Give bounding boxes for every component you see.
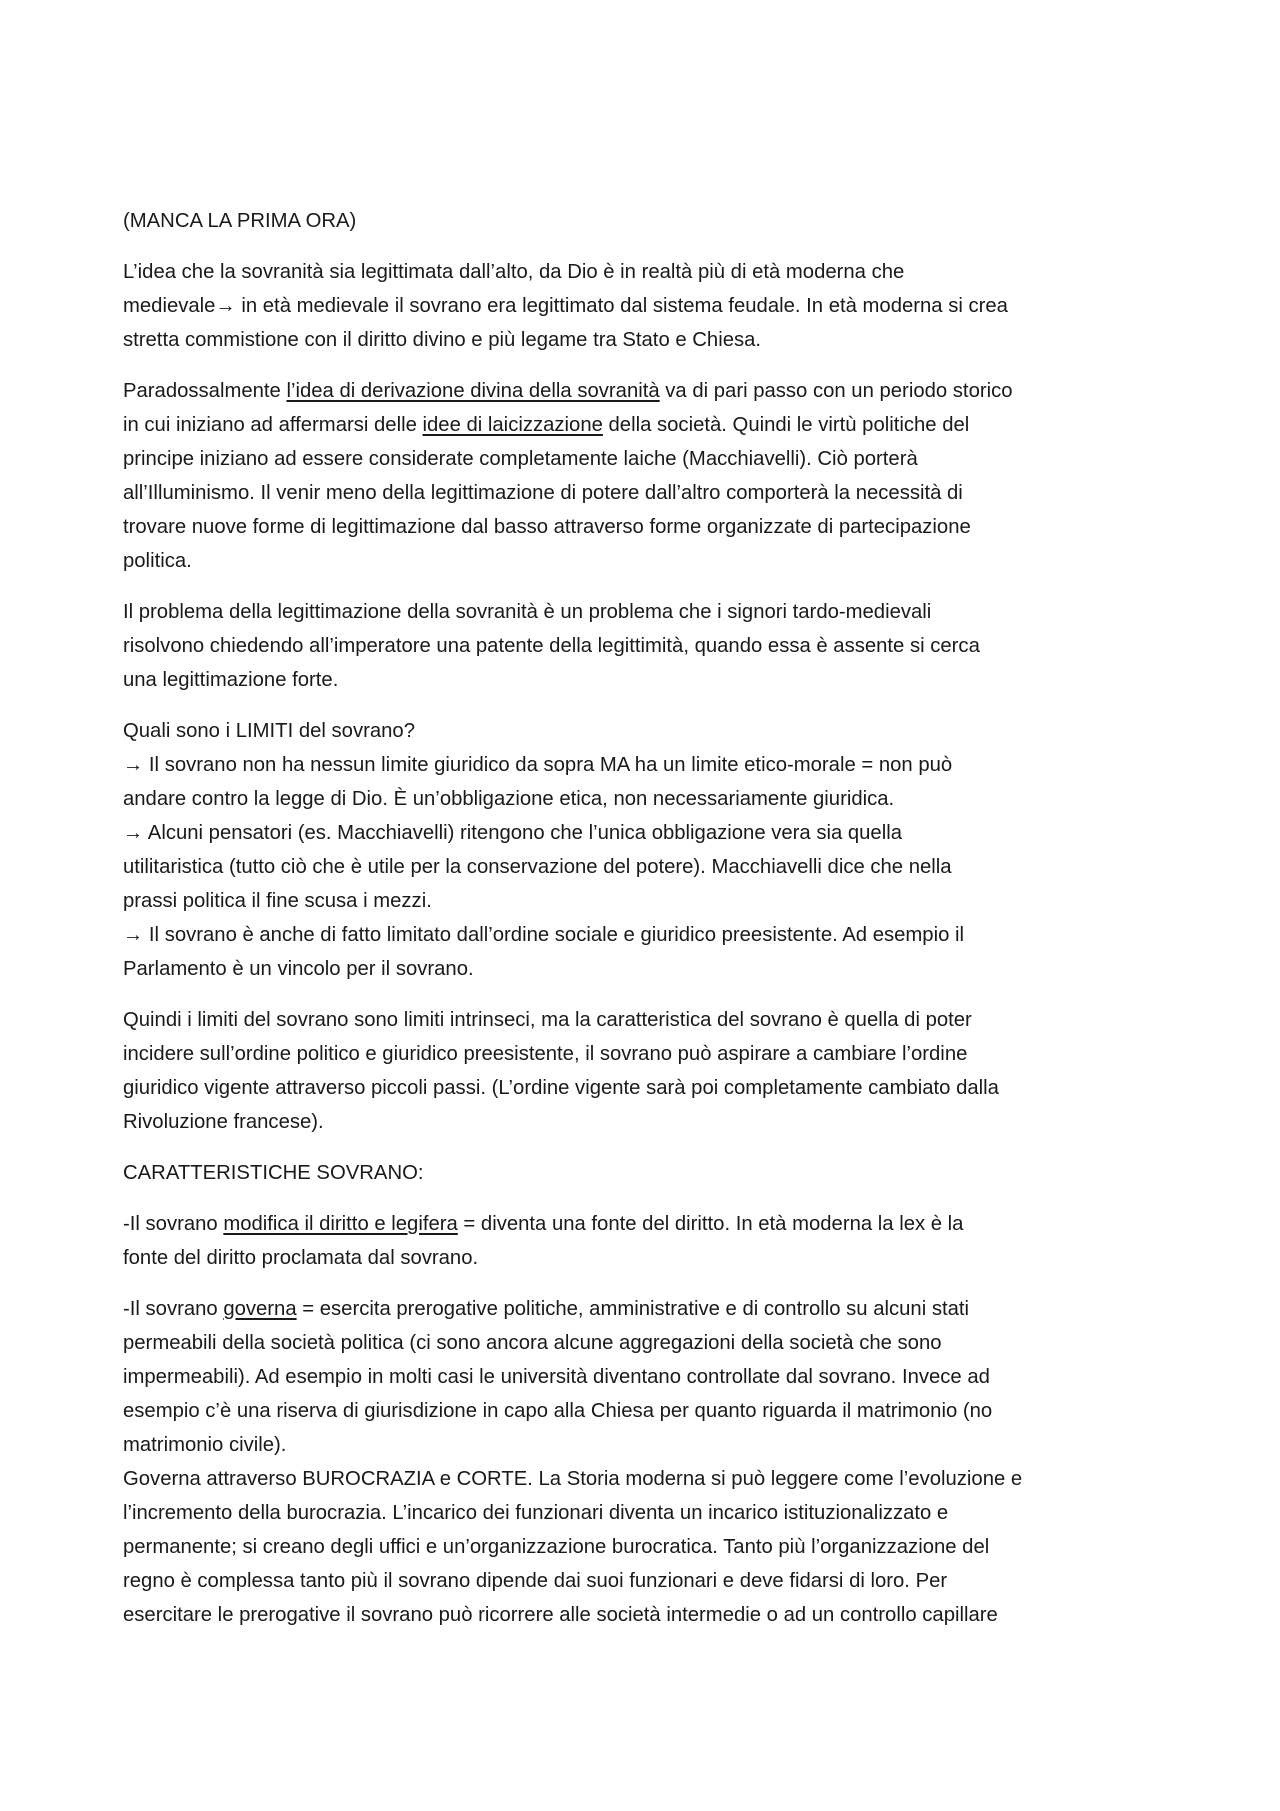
paragraph-line: l’incremento della burocrazia. L’incarico dei funzionari diventa un incarico istituzionalizzato e <box>123 1502 949 1524</box>
paragraph-line: permeabili della società politica (ci sono ancora alcune aggregazioni della società che sono <box>123 1332 942 1354</box>
paragraph-line: stretta commistione con il diritto divino e più legame tra Stato e Chiesa. <box>123 329 762 351</box>
paragraph-line: impermeabili). Ad esempio in molti casi le università diventano controllate dal sovrano. Invece ad <box>123 1366 990 1388</box>
text-segment: in cui iniziano ad affermarsi delle <box>123 414 423 436</box>
paragraph-legitimation-problem <box>123 595 1168 697</box>
paragraph-line: andare contro la legge di Dio. È un’obbligazione etica, non necessariamente giuridica. <box>123 788 895 810</box>
paragraph-divine-legitimacy <box>123 255 1168 357</box>
text-segment: Paradossalmente <box>123 380 287 402</box>
paragraph-line: utilitaristica (tutto ciò che è utile per la conservazione del potere). Macchiavelli dice che nella <box>123 856 952 878</box>
paragraph-sovereign-limits <box>123 714 1168 986</box>
paragraph-line <box>123 408 1168 442</box>
missing-hour-note <box>123 204 1168 238</box>
paragraph-line: incidere sull’ordine politico e giuridico preesistente, il sovrano può aspirare a cambiare l’ordine <box>123 1043 968 1065</box>
paragraph-line: esempio c’è una riserva di giurisdizione in capo alla Chiesa per quanto riguarda il matrimonio (no <box>123 1400 993 1422</box>
paragraph-line: → Il sovrano è anche di fatto limitato dall’ordine sociale e giuridico preesistente. Ad esempio il <box>123 924 964 946</box>
paragraph-line: risolvono chiedendo all’imperatore una patente della legittimità, quando essa è assente si cerca <box>123 635 980 657</box>
paragraph-legislates <box>123 1207 1168 1275</box>
missing-hour-text: (MANCA LA PRIMA ORA) <box>123 210 357 232</box>
paragraph-line: L’idea che la sovranità sia legittimata dall’alto, da Dio è in realtà più di età moderna che <box>123 261 905 283</box>
text-segment: -Il sovrano <box>123 1298 224 1320</box>
paragraph-line: permanente; si creano degli uffici e un’organizzazione burocratica. Tanto più l’organizzazione del <box>123 1536 990 1558</box>
paragraph-laicization <box>123 374 1168 578</box>
paragraph-line: → Il sovrano non ha nessun limite giuridico da sopra MA ha un limite etico-morale = non può <box>123 754 953 776</box>
paragraph-line: una legittimazione forte. <box>123 669 339 691</box>
underlined-phrase-laicization: idee di laicizzazione <box>422 414 603 436</box>
text-segment: = esercita prerogative politiche, amministrative e di controllo su alcuni stati <box>296 1298 970 1320</box>
paragraph-line: Governa attraverso BUROCRAZIA e CORTE. La Storia moderna si può leggere come l’evoluzione e <box>123 1468 1023 1490</box>
document-page <box>123 204 1168 1649</box>
paragraph-line: principe iniziano ad essere considerate completamente laiche (Macchiavelli). Ciò porterà <box>123 448 918 470</box>
section-heading-text: CARATTERISTICHE SOVRANO: <box>123 1162 424 1184</box>
paragraph-line: Parlamento è un vincolo per il sovrano. <box>123 958 474 980</box>
paragraph-line: prassi politica il fine scusa i mezzi. <box>123 890 432 912</box>
underlined-phrase-legislates: modifica il diritto e legifera <box>223 1213 458 1235</box>
paragraph-line: → Alcuni pensatori (es. Macchiavelli) ritengono che l’unica obbligazione vera sia quella <box>123 822 903 844</box>
paragraph-line: Rivoluzione francese). <box>123 1111 324 1133</box>
paragraph-line: giuridico vigente attraverso piccoli passi. (L’ordine vigente sarà poi completamente cambiato dalla <box>123 1077 999 1099</box>
text-segment: va di pari passo con un periodo storico <box>659 380 1013 402</box>
paragraph-intrinsic-limits <box>123 1003 1168 1139</box>
paragraph-line <box>123 1292 1168 1326</box>
paragraph-line: esercitare le prerogative il sovrano può ricorrere alle società intermedie o ad un controllo capillare <box>123 1604 998 1626</box>
paragraph-line: matrimonio civile). <box>123 1434 287 1456</box>
paragraph-line: fonte del diritto proclamata dal sovrano. <box>123 1247 479 1269</box>
paragraph-governs <box>123 1292 1168 1632</box>
text-segment: della società. Quindi le virtù politiche del <box>602 414 970 436</box>
text-segment: = diventa una fonte del diritto. In età moderna la lex è la <box>457 1213 964 1235</box>
paragraph-line: Quindi i limiti del sovrano sono limiti intrinseci, ma la caratteristica del sovrano è quella di poter <box>123 1009 972 1031</box>
paragraph-line: trovare nuove forme di legittimazione dal basso attraverso forme organizzate di partecipazione <box>123 516 971 538</box>
paragraph-line: Il problema della legittimazione della sovranità è un problema che i signori tardo-medievali <box>123 601 932 623</box>
text-segment: -Il sovrano <box>123 1213 224 1235</box>
limits-question: Quali sono i LIMITI del sovrano? <box>123 720 415 742</box>
paragraph-line <box>123 374 1168 408</box>
paragraph-line <box>123 1207 1168 1241</box>
underlined-phrase-divine-derivation: l’idea di derivazione divina della sovranità <box>286 380 660 402</box>
underlined-phrase-governs: governa <box>223 1298 297 1320</box>
paragraph-line: all’Illuminismo. Il venir meno della legittimazione di potere dall’altro comporterà la necessità di <box>123 482 963 504</box>
section-heading-characteristics <box>123 1156 1168 1190</box>
paragraph-line: politica. <box>123 550 192 572</box>
paragraph-line: regno è complessa tanto più il sovrano dipende dai suoi funzionari e deve fidarsi di loro. Per <box>123 1570 948 1592</box>
paragraph-line: medievale→ in età medievale il sovrano era legittimato dal sistema feudale. In età moderna si crea <box>123 295 1008 317</box>
